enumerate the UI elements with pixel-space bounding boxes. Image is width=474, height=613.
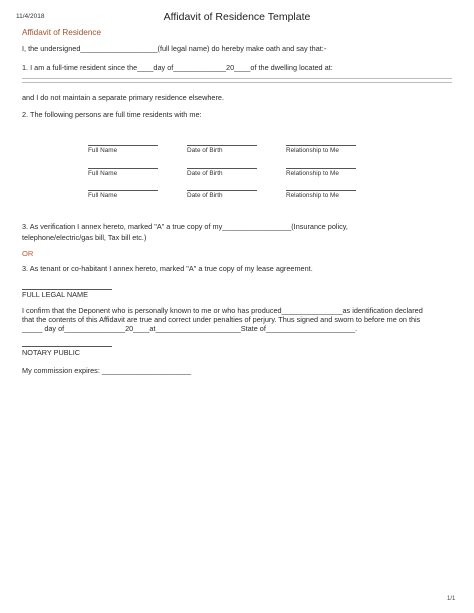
resident-2-relationship-field[interactable]	[286, 168, 356, 169]
confirm-line-3: _____ day of_______________20____at_____________________State of______________________.	[22, 324, 358, 333]
document-title: Affidavit of Residence Template	[163, 11, 311, 23]
resident-3-dob-field[interactable]	[187, 190, 257, 191]
address-line-1[interactable]	[22, 78, 452, 79]
or-separator: OR	[22, 249, 34, 258]
commission-expires-line: My commission expires: ______________________	[22, 366, 192, 375]
undersigned-line: I, the undersigned___________________(full legal name) do hereby make oath and say that:-	[22, 44, 327, 53]
page-number: 1/1	[447, 596, 456, 602]
col-full-name-label: Full Name	[88, 192, 118, 199]
col-relationship-label: Relationship to Me	[286, 147, 339, 154]
confirm-line-2: that the contents of this Affidavit are true and correct under penalties of perjury. Thus signed and sworn to before me on this	[22, 315, 421, 324]
resident-3-relationship-field[interactable]	[286, 190, 356, 191]
col-relationship-label: Relationship to Me	[286, 192, 339, 199]
col-full-name-label: Full Name	[88, 147, 118, 154]
resident-1-relationship-field[interactable]	[286, 145, 356, 146]
item-3a-line-2: telephone/electric/gas bill, Tax bill etc.)	[22, 233, 147, 242]
col-relationship-label: Relationship to Me	[286, 170, 339, 177]
no-other-residence-line: and I do not maintain a separate primary residence elsewhere.	[22, 93, 224, 102]
col-dob-label: Date of Birth	[187, 170, 223, 177]
resident-2-name-field[interactable]	[88, 168, 158, 169]
notary-public-label: NOTARY PUBLIC	[22, 348, 80, 357]
address-line-2[interactable]	[22, 82, 452, 83]
col-dob-label: Date of Birth	[187, 147, 223, 154]
notary-signature-field[interactable]	[22, 346, 112, 347]
item-3a-line-1: 3. As verification I annex hereto, marked "A" a true copy of my_________________(Insurance policy,	[22, 222, 348, 231]
resident-1-dob-field[interactable]	[187, 145, 257, 146]
item-3b-line: 3. As tenant or co-habitant I annex hereto, marked "A" a true copy of my lease agreement.	[22, 264, 313, 273]
resident-1-name-field[interactable]	[88, 145, 158, 146]
confirm-line-1: I confirm that the Deponent who is personally known to me or who has produced_______________as identification declared	[22, 306, 423, 315]
resident-3-name-field[interactable]	[88, 190, 158, 191]
col-dob-label: Date of Birth	[187, 192, 223, 199]
item-2-line: 2. The following persons are full time residents with me:	[22, 110, 202, 119]
resident-2-dob-field[interactable]	[187, 168, 257, 169]
section-heading: Affidavit of Residence	[22, 28, 102, 37]
print-date: 11/4/2018	[16, 13, 45, 20]
col-full-name-label: Full Name	[88, 170, 118, 177]
item-1-line: 1. I am a full-time resident since the____day of_____________20____of the dwelling located at:	[22, 63, 333, 72]
full-legal-name-label: FULL LEGAL NAME	[22, 290, 88, 299]
